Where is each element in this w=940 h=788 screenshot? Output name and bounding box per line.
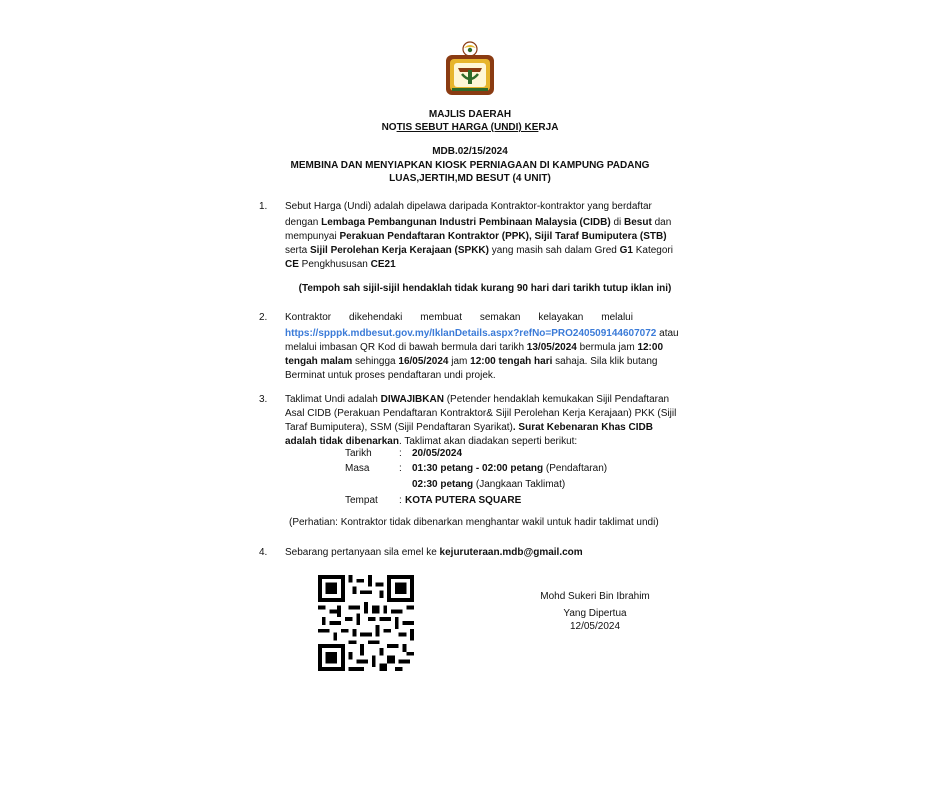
reference-number: MDB.02/15/2024 [432,146,508,157]
item-1-number: 1. [259,201,268,212]
validity-note: (Tempoh sah sijil-sijil hendaklah tidak kurang 90 hari dari tarikh tutup iklan ini) [298,283,672,294]
colon: : [399,463,402,474]
item-2-number: 2. [259,312,268,323]
project-title-line1: MEMBINA DAN MENYIAPKAN KIOSK PERNIAGAAN DI KAMPUNG PADANG [290,160,650,171]
item-1-paragraph [285,200,695,272]
colon: : [399,448,402,459]
briefing-date-label: Tarikh [345,448,372,459]
item-2-paragraph [285,311,695,383]
item-3-number: 3. [259,394,268,405]
item-1-line: Sebut Harga (Undi) adalah dipelawa daripada Kontraktor-kontraktor yang berdaftar [285,201,652,212]
briefing-time-session: 02:30 petang (Jangkaan Taklimat) [412,479,566,490]
notice-heading-underlined: TIS SEBUT HARGA (UNDI) KE [396,122,539,133]
registration-link[interactable]: https://spppk.mdbesut.gov.my/IklanDetails.aspx?refNo=PRO240509144607072 [285,328,657,339]
colon: : [399,495,402,506]
notice-heading-prefix: NO [381,122,397,133]
item-4-paragraph: Sebarang pertanyaan sila emel ke kejuruteraan.mdb@gmail.com [285,547,583,558]
org-heading: MAJLIS DAERAH [428,109,512,120]
briefing-date-value: 20/05/2024 [412,448,463,459]
item-2-line: Kontraktor dikehendaki membuat semakan kelayakan melalui [285,312,633,323]
signatory-name: Mohd Sukeri Bin Ibrahim [540,591,650,602]
item-2-line: melalui imbasan QR Kod di bawah bermula dari tarikh 13/05/2024 bermula jam 12:00 [285,342,664,353]
briefing-venue-value: KOTA PUTERA SQUARE [405,495,522,506]
item-3-paragraph [285,393,695,449]
briefing-time-label: Masa [345,463,370,474]
notice-heading [0,121,940,135]
signature-date: 12/05/2024 [569,621,621,632]
item-3-line: Asal CIDB (Perakuan Pendaftaran Kontraktor& Sijil Perolehan Kerja Kerajaan) PKK (Sijil [285,408,677,419]
item-3-line: Taklimat Undi adalah DIWAJIBKAN (Petender hendaklah kemukakan Sijil Pendaftaran [285,394,670,405]
item-2-line: tengah malam sehingga 16/05/2024 jam 12:00 tengah hari sahaja. Sila klik butang [285,356,658,367]
notice-heading-suffix: RJA [538,122,559,133]
item-2-line: Berminat untuk proses pendaftaran undi projek. [285,370,496,381]
item-1-line: dengan Lembaga Pembangunan Industri Pembinaan Malaysia (CIDB) di Besut dan [285,217,672,228]
signatory-title: Yang Dipertua [563,608,627,619]
item-3-line: Taraf Bumiputera), SSM (Sijil Pendaftaran Syarikat). Surat Kebenaran Khas CIDB [285,422,653,433]
item-2-line: https://spppk.mdbesut.gov.my/IklanDetails.aspx?refNo=PRO240509144607072 atau [285,328,679,339]
briefing-venue-label: Tempat [345,495,378,506]
contact-email[interactable]: kejuruteraan.mdb@gmail.com [439,547,583,558]
mdb-crest-logo [442,40,498,98]
item-1-line: serta Sijil Perolehan Kerja Kerajaan (SPKK) yang masih sah dalam Gred G1 Kategori [285,245,673,256]
item-4-number: 4. [259,547,268,558]
attention-note: (Perhatian: Kontraktor tidak dibenarkan menghantar wakil untuk hadir taklimat undi) [289,517,659,528]
item-1-line: CE Pengkhususan CE21 [285,259,396,270]
qr-code[interactable] [318,575,414,671]
item-3-line: adalah tidak dibenarkan. Taklimat akan diadakan seperti berikut: [285,436,578,447]
project-title-line2: LUAS,JERTIH,MD BESUT (4 UNIT) [389,173,551,184]
briefing-time-registration: 01:30 petang - 02:00 petang (Pendaftaran) [412,463,608,474]
item-1-line: mempunyai Perakuan Pendaftaran Kontraktor (PPK), Sijil Taraf Bumiputera (STB) [285,231,667,242]
